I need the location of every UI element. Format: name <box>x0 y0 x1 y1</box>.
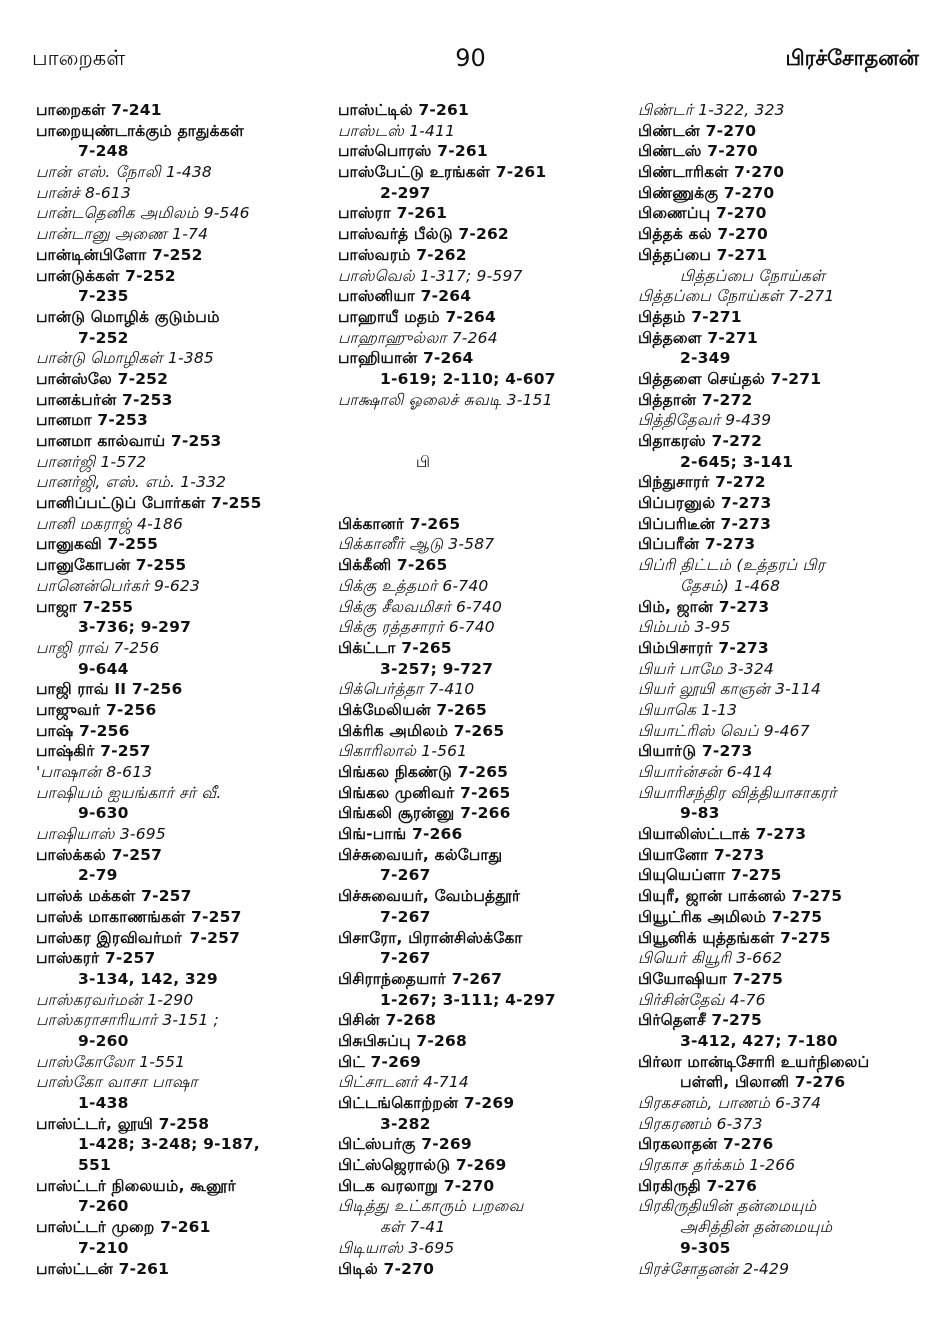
index-entry: 9-305 <box>680 1238 731 1257</box>
index-entry: பாஸ்ட்டன் 7-261 <box>36 1259 170 1278</box>
index-entry: பாஸ்கர இரவிவர்மா் 7-257 <box>36 928 241 947</box>
index-entry: பான்டானு அணை 1-74 <box>36 225 209 244</box>
index-entry: 3-134, 142, 329 <box>78 969 218 988</box>
index-entry: பிம், ஜான் 7-273 <box>638 597 770 616</box>
section-letter: பி <box>415 452 431 471</box>
index-entry: பிட்ஸ்பர்கு 7-269 <box>338 1135 472 1154</box>
index-entry: தேசம்) 1-468 <box>680 576 781 595</box>
index-column-3 <box>638 100 938 1279</box>
index-entry: பானுகோபன் 7-255 <box>36 556 187 575</box>
index-entry: பிரகசனம், பாணம் 6-374 <box>638 1094 822 1112</box>
index-entry: பிக்பெர்த்தா 7-410 <box>338 680 475 699</box>
running-head-left: பாறைகள் <box>32 46 126 70</box>
index-entry: பியூட்ரிக அமிலம் 7-275 <box>638 907 823 926</box>
index-entry: பியானோ 7-273 <box>638 845 765 864</box>
index-entry: பானமா கால்வாய் 7-253 <box>36 432 222 450</box>
index-entry: பாஷியம் ஐயங்கார் சர் வீ. <box>36 783 222 802</box>
index-entry: பாஸ்பொரஸ் 7-261 <box>338 142 488 161</box>
index-entry: பித்தம் 7-271 <box>638 307 742 326</box>
index-entry: பிச்சுவையர், கல்போது <box>338 845 503 864</box>
index-entry: 7-267 <box>380 949 431 968</box>
index-column-1 <box>36 100 328 1279</box>
index-entry: 7-252 <box>78 328 129 347</box>
index-entry: பிடக வரலாறு 7-270 <box>338 1176 495 1195</box>
index-entry: பிக்மேலியன் 7-265 <box>338 700 488 719</box>
index-entry: பாஜா 7-255 <box>36 597 134 616</box>
index-entry: 7-267 <box>380 866 431 885</box>
index-entry: பிசுபிசுப்பு 7-268 <box>338 1031 467 1050</box>
index-entry: பிந்துசாரர் 7-272 <box>638 473 766 492</box>
index-entry: பியார்ன்சன் 6-414 <box>638 763 773 781</box>
blank-line <box>338 431 628 452</box>
index-entry: அசித்தின் தன்மையும் <box>680 1218 833 1237</box>
index-entry: பாறைகள் 7-241 <box>36 101 162 119</box>
index-entry: பிதாகரஸ் 7-272 <box>638 432 763 450</box>
index-entry: 9-260 <box>78 1031 129 1050</box>
index-entry: பிண்ணுக்கு 7-270 <box>638 183 775 202</box>
index-entry: பானர்ஜி 1-572 <box>36 452 147 471</box>
blank-line <box>338 493 628 514</box>
index-entry: பான்டதெனிக அமிலம் 9-546 <box>36 204 250 223</box>
index-entry: பித்தப்பை நோய்கள் 7-271 <box>638 287 835 306</box>
index-entry: பாஸ்க்கல் 7-257 <box>36 845 163 864</box>
index-entry: பித்தப்பை நோய்கள் <box>680 266 826 285</box>
index-entry: பிர்லா மான்டிசோரி உயர்நிலைப் <box>638 1052 870 1071</box>
index-entry: பிம்பிசாரர் 7-273 <box>638 638 769 657</box>
index-entry: 3-736; 9-297 <box>78 618 192 637</box>
index-entry: பியுயெப்ளா 7-275 <box>638 866 782 885</box>
index-entry: பிக்கு உத்தமர் 6-740 <box>338 576 489 595</box>
index-entry: 7-267 <box>380 907 431 926</box>
index-entry: பாஷியாஸ் 3-695 <box>36 825 166 844</box>
index-entry: பிக்கீனி 7-265 <box>338 556 448 575</box>
index-entry: 2-79 <box>78 866 118 885</box>
index-entry: பிக்கானர் 7-265 <box>338 514 461 533</box>
index-entry: 2-349 <box>680 349 731 368</box>
index-entry: பித்தளை செய்தல் 7-271 <box>638 369 822 388</box>
index-entry: 1-619; 2-110; 4-607 <box>380 369 556 388</box>
index-entry: பியூனிக் யுத்தங்கள் 7-275 <box>638 928 831 947</box>
index-entry: பிப்ரி திட்டம் (உத்தரப் பிர <box>638 556 826 575</box>
index-entry: பிர்சின்தேவ் 4-76 <box>638 990 766 1009</box>
index-entry: 7-260 <box>78 1197 129 1216</box>
index-entry: பிரகிருதி 7-276 <box>638 1176 758 1195</box>
index-entry: பாஜி ராவ் II 7-256 <box>36 680 183 699</box>
index-entry: பிரகரணம் 6-373 <box>638 1114 763 1133</box>
index-entry: கள் 7-41 <box>380 1218 446 1237</box>
index-entry: பாஸ்ரா 7-261 <box>338 204 448 223</box>
index-entry: பிரகிருதியின் தன்மையும் <box>638 1197 817 1216</box>
index-entry: பிரகாச தர்க்கம் 1-266 <box>638 1156 796 1175</box>
index-entry: 'பாஷான் 8-613 <box>36 763 153 781</box>
index-entry: பானர்ஜி, எஸ். எம். 1-332 <box>36 473 227 492</box>
index-entry: 2-297 <box>380 183 431 202</box>
index-entry: பிக்கானீர் ஆடு 3-587 <box>338 535 495 554</box>
index-entry: பாஸ்வரம் 7-262 <box>338 245 467 264</box>
index-entry: பான்டு மொழிக் குடும்பம் <box>36 307 220 326</box>
index-entry: 3-282 <box>380 1114 431 1133</box>
page-number: 90 <box>455 44 486 72</box>
index-entry: பிட்டங்கொற்றன் 7-269 <box>338 1094 515 1112</box>
index-entry: 3-412, 427; 7-180 <box>680 1031 838 1050</box>
index-entry: பிங்-பாங் 7-266 <box>338 825 463 844</box>
index-entry: பாஹியான் 7-264 <box>338 349 474 368</box>
index-entry: பியார்டு 7-273 <box>638 742 753 761</box>
index-entry: பியோஷியா 7-275 <box>638 969 784 988</box>
index-entry: பித்தப்பை 7-271 <box>638 245 768 264</box>
index-entry: பாஸ்ட்டர் நிலையம், கூனூர் <box>36 1176 236 1195</box>
index-entry: பிரகலாதன் 7-276 <box>638 1135 774 1154</box>
index-entry: பிங்கல முனிவர் 7-265 <box>338 783 511 802</box>
index-entry: பாஸ்கராசாரியார் 3-151 ; <box>36 1011 219 1030</box>
index-entry: பாஸ்னியா 7-264 <box>338 287 472 306</box>
index-entry: பாஸ்கரவர்மன் 1-290 <box>36 990 194 1009</box>
index-entry: பிடில் 7-270 <box>338 1259 435 1278</box>
index-entry: பாஹாஹுல்லா 7-264 <box>338 328 498 347</box>
index-entry: 7-235 <box>78 287 129 306</box>
index-entry: பாஷ் 7-256 <box>36 721 130 740</box>
index-entry: பியர் லூயி காஞன் 3-114 <box>638 680 822 699</box>
index-entry: பாஸ்வெல் 1-317; 9-597 <box>338 266 523 285</box>
index-entry: பிக்கு சீலவமிசர் 6-740 <box>338 597 503 616</box>
index-entry: பள்ளி, பிலானி 7-276 <box>680 1073 846 1092</box>
index-entry: பானென்பெர்கர் 9-623 <box>36 576 201 595</box>
index-entry: பியுரீ, ஜான் பாக்னல் 7-275 <box>638 887 843 906</box>
index-entry: பிசிராந்தையார் 7-267 <box>338 969 503 988</box>
index-entry: பாறையுண்டாக்கும் தாதுக்கள் <box>36 121 245 140</box>
index-entry: பியாகெ 1-13 <box>638 700 738 719</box>
index-entry: பிக்ரிக அமிலம் 7-265 <box>338 721 505 740</box>
index-entry: பியாரிசந்திர வித்தியாசாகரர் <box>638 783 837 802</box>
index-entry: பிடியாஸ் 3-695 <box>338 1238 455 1257</box>
index-entry: பிசின் 7-268 <box>338 1011 437 1030</box>
index-entry: பாஸ்ட்டில் 7-261 <box>338 101 469 119</box>
index-entry: பாஸ்கோ வாசா பாஷா <box>36 1073 198 1092</box>
index-entry: பிகாரிலால் 1-561 <box>338 742 468 761</box>
index-entry: பானுகவி 7-255 <box>36 535 159 554</box>
index-entry: பான்டு மொழிகள் 1-385 <box>36 349 214 368</box>
index-entry: பாஸ்டஸ் 1-411 <box>338 121 456 140</box>
index-entry: பிக்ட்டா 7-265 <box>338 638 452 657</box>
index-entry: பித்தான் 7-272 <box>638 390 753 409</box>
index-entry: பிர்தௌசீ 7-275 <box>638 1011 762 1030</box>
index-entry: பான் எஸ். நோலி 1-438 <box>36 163 212 182</box>
index-entry: பிச்சுவையர், வேம்பத்தூர் <box>338 887 521 906</box>
index-entry: பித்திதேவர் 9-439 <box>638 411 772 430</box>
index-entry: பியெர் கியூரி 3-662 <box>638 949 783 968</box>
index-entry: 9-644 <box>78 659 129 678</box>
index-entry: பாஸ்பேட்டு உரங்கள் 7-261 <box>338 163 547 182</box>
index-entry: 1-428; 3-248; 9-187, <box>78 1135 260 1154</box>
index-entry: பிட் 7-269 <box>338 1052 422 1071</box>
running-head-right: பிரச்சோதனன் <box>785 46 919 70</box>
index-entry: பாஷ்கிர் 7-257 <box>36 742 151 761</box>
index-entry: 9-83 <box>680 804 720 823</box>
index-entry: பிப்பரனுல் 7-273 <box>638 494 772 513</box>
index-entry: பாஸ்க் மக்கள் 7-257 <box>36 887 192 906</box>
index-entry: பிண்டாரிகள் 7·270 <box>638 163 785 182</box>
index-entry: 1-267; 3-111; 4-297 <box>380 990 556 1009</box>
index-entry: பாஸ்வர்த் பீல்டு 7-262 <box>338 225 509 244</box>
index-entry: பாஸ்ட்டர் முறை 7-261 <box>36 1218 211 1237</box>
index-entry: பியர் பாமே 3-324 <box>638 659 774 678</box>
blank-line <box>338 472 628 493</box>
index-entry: 551 <box>78 1156 111 1175</box>
index-entry: பாஜுவர் 7-256 <box>36 700 157 719</box>
index-entry: பிங்கலி சூரன்னு 7-266 <box>338 804 511 823</box>
index-entry: பாஸ்கரர் 7-257 <box>36 949 156 968</box>
index-entry: பானக்பர்ன் 7-253 <box>36 390 173 409</box>
index-entry: பியாலிஸ்ட்டாக் 7-273 <box>638 825 807 844</box>
index-entry: பான்டின்பிளோ 7-252 <box>36 245 203 264</box>
index-entry: பாஸ்கோலோ 1-551 <box>36 1052 186 1071</box>
index-entry: 3-257; 9-727 <box>380 659 494 678</box>
index-entry: பாஸ்க் மாகாணங்கள் 7-257 <box>36 907 242 926</box>
blank-line <box>338 410 628 431</box>
index-entry: பானி மகராஜ் 4-186 <box>36 514 184 533</box>
index-entry: பியாட்ரிஸ் வெப் 9-467 <box>638 721 810 740</box>
index-entry: பான்ச் 8-613 <box>36 183 132 202</box>
index-entry: பிம்பம் 3-95 <box>638 618 731 637</box>
index-entry: பிங்கல நிகண்டு 7-265 <box>338 763 509 781</box>
index-entry: பிட்ஸ்ஜெரால்டு 7-269 <box>338 1156 507 1175</box>
index-entry: பிட்சாடனர் 4-714 <box>338 1073 469 1092</box>
index-entry: 2-645; 3-141 <box>680 452 794 471</box>
index-entry: பான்ஸ்லே 7-252 <box>36 369 169 388</box>
index-entry: பானமா 7-253 <box>36 411 149 430</box>
index-entry: பாக்ஷாலி ஓலைச் சுவடி 3-151 <box>338 390 553 409</box>
index-entry: பிண்டஸ் 7-270 <box>638 142 758 161</box>
index-entry: பித்தளை 7-271 <box>638 328 758 347</box>
index-column-2 <box>338 100 628 1279</box>
index-entry: 7-210 <box>78 1238 129 1257</box>
index-entry: பிப்பரிடீன் 7-273 <box>638 514 772 533</box>
index-entry: பிசாரோ, பிரான்சிஸ்க்கோ <box>338 928 523 947</box>
index-entry: பிடித்து உட்காரும் பறவை <box>338 1197 524 1216</box>
index-entry: பாஸ்ட்டர், லூயி 7-258 <box>36 1114 210 1133</box>
index-entry: பிக்கு ரத்தசாரர் 6-740 <box>338 618 495 637</box>
index-entry: பிணைப்பு 7-270 <box>638 204 767 223</box>
index-entry: பித்தக் கல் 7-270 <box>638 225 768 244</box>
index-entry: பாஹாயீ மதம் 7-264 <box>338 307 497 326</box>
index-entry: பாஜி ராவ் 7-256 <box>36 638 160 657</box>
index-entry: பிப்பரீன் 7-273 <box>638 535 756 554</box>
index-entry: 7-248 <box>78 142 129 161</box>
index-entry: பான்டுக்கள் 7-252 <box>36 266 176 285</box>
index-entry: பிரச்சோதனன் 2-429 <box>638 1259 790 1278</box>
index-entry: பிண்டர் 1-322, 323 <box>638 101 785 119</box>
index-entry: பிண்டன் 7-270 <box>638 121 757 140</box>
index-entry: 1-438 <box>78 1094 129 1112</box>
index-entry: 9-630 <box>78 804 129 823</box>
index-entry: பானிப்பட்டுப் போர்கள் 7-255 <box>36 494 262 513</box>
